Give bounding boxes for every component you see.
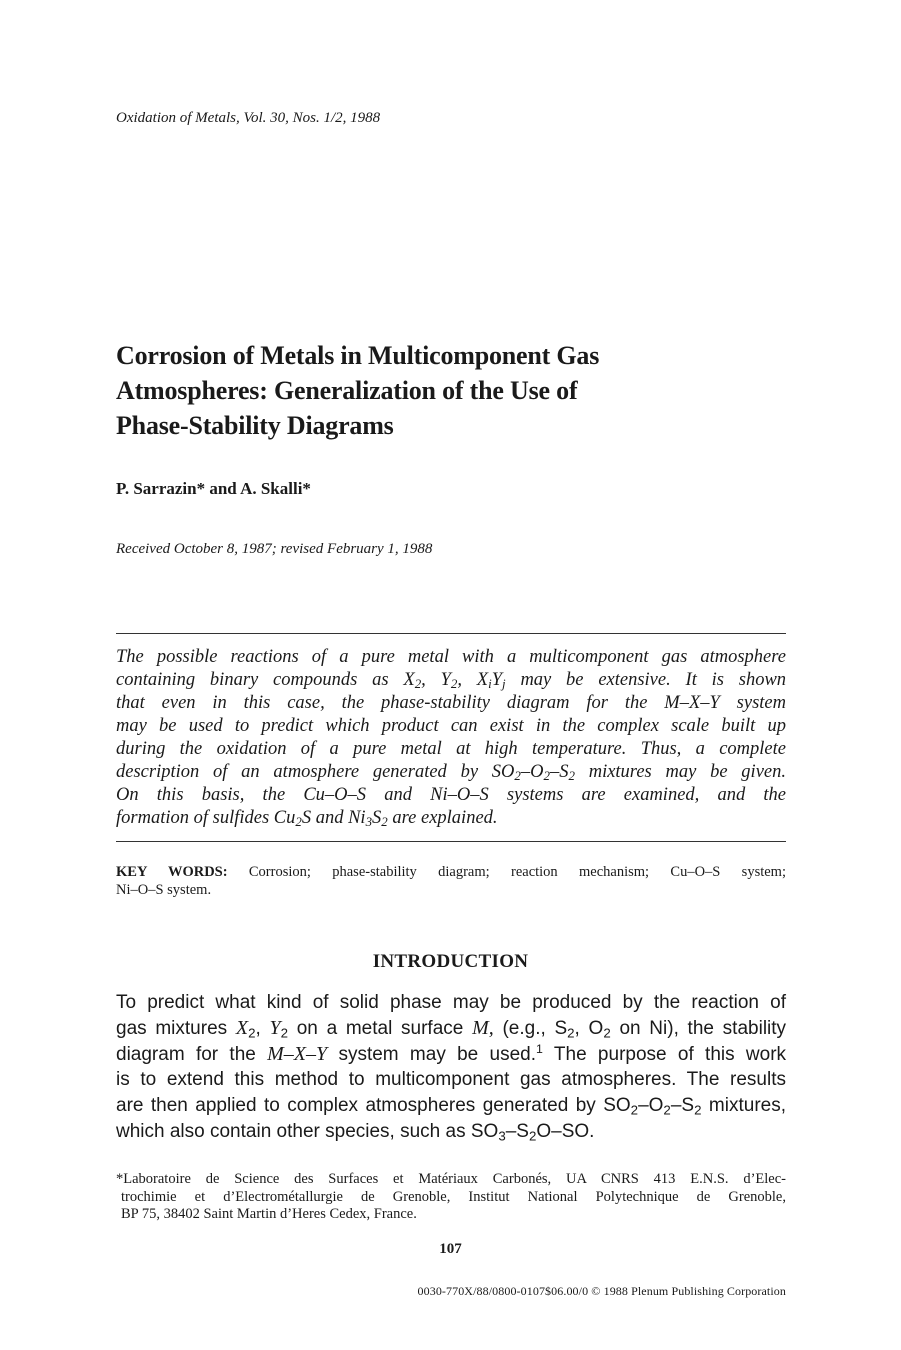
introduction-paragraph (116, 990, 786, 1145)
abstract-line: that even in this case, the phase-stability diagram for the M–X–Y system (116, 693, 786, 713)
intro-line: diagram for the M–X–Y system may be used.$^1$ The purpose of this work (116, 1041, 787, 1065)
copyright-line: 0030-770X/88/0800-0107$06.00/0 © 1988 Plenum Publishing Corporation (417, 1284, 786, 1298)
key-words (116, 863, 786, 899)
intro-line: are then applied to complex atmospheres generated by $SO_2-O_2-S_2$ mixtures, (116, 1095, 786, 1118)
abstract-line: during the oxidation of a pure metal at high temperature. Thus, a complete (116, 739, 786, 759)
affiliation-footnote (116, 1171, 786, 1224)
abstract-top-rule (116, 633, 786, 634)
keywords-line: KEY WORDS: Corrosion; phase-stability diagram; reaction mechanism; Cu–O–S system; (116, 864, 786, 880)
paper-title (116, 338, 796, 443)
title-line: Atmospheres: Generalization of the Use of (116, 376, 578, 405)
intro-line: gas mixtures $X_2$, $Y_2$ on a metal surface M, (e.g., $S_2$, $O_2$ on Ni), the stability (116, 1016, 787, 1041)
footnote-line: BP 75, 38402 Saint Martin d’Heres Cedex, France. (121, 1206, 417, 1222)
intro-line: which also contain other species, such as $SO_3-S_2O-SO$. (116, 1120, 595, 1144)
page-number: 107 (439, 1241, 462, 1257)
intro-line: is to extend this method to multicomponent gas atmospheres. The results (116, 1069, 786, 1091)
keywords-label: KEY WORDS: (116, 864, 228, 880)
intro-line: To predict what kind of solid phase may be produced by the reaction of (116, 992, 786, 1013)
abstract-bottom-rule (116, 841, 786, 842)
title-line: Phase-Stability Diagrams (116, 411, 394, 440)
abstract-line: containing binary compounds as $X_2$, $Y_2$, $X_iY_j$ may be extensive. It is shown (116, 670, 787, 692)
section-heading: INTRODUCTION (372, 951, 529, 972)
abstract-line: description of an atmosphere generated by $SO_2-O_2-S_2$ mixtures may be given. (116, 762, 786, 784)
abstract (116, 646, 786, 830)
abstract-line: may be used to predict which product can exist in the complex scale built up (116, 716, 786, 736)
abstract-line: formation of sulfides $Cu_2S$ and $Ni_3S_2$ are explained. (116, 808, 498, 830)
journal-citation: Oxidation of Metals, Vol. 30, Nos. 1/2, 1988 (116, 110, 381, 126)
received-dates: Received October 8, 1987; revised February 1, 1988 (116, 541, 433, 557)
footnote-line: trochimie et d’Electrométallurgie de Grenoble, Institut National Polytechnique de Grenoble, (121, 1188, 786, 1205)
abstract-line: The possible reactions of a pure metal with a multicomponent gas atmosphere (116, 647, 786, 667)
title-line: Corrosion of Metals in Multicomponent Gas (116, 341, 600, 370)
abstract-line: On this basis, the Cu–O–S and Ni–O–S systems are examined, and the (116, 785, 786, 805)
authors: P. Sarrazin* and A. Skalli* (116, 479, 311, 498)
footnote-line: *Laboratoire de Science des Surfaces et Matériaux Carbonés, UA CNRS 413 E.N.S. d’Elec- (116, 1171, 786, 1187)
keywords-line: Ni–O–S system. (116, 882, 212, 898)
